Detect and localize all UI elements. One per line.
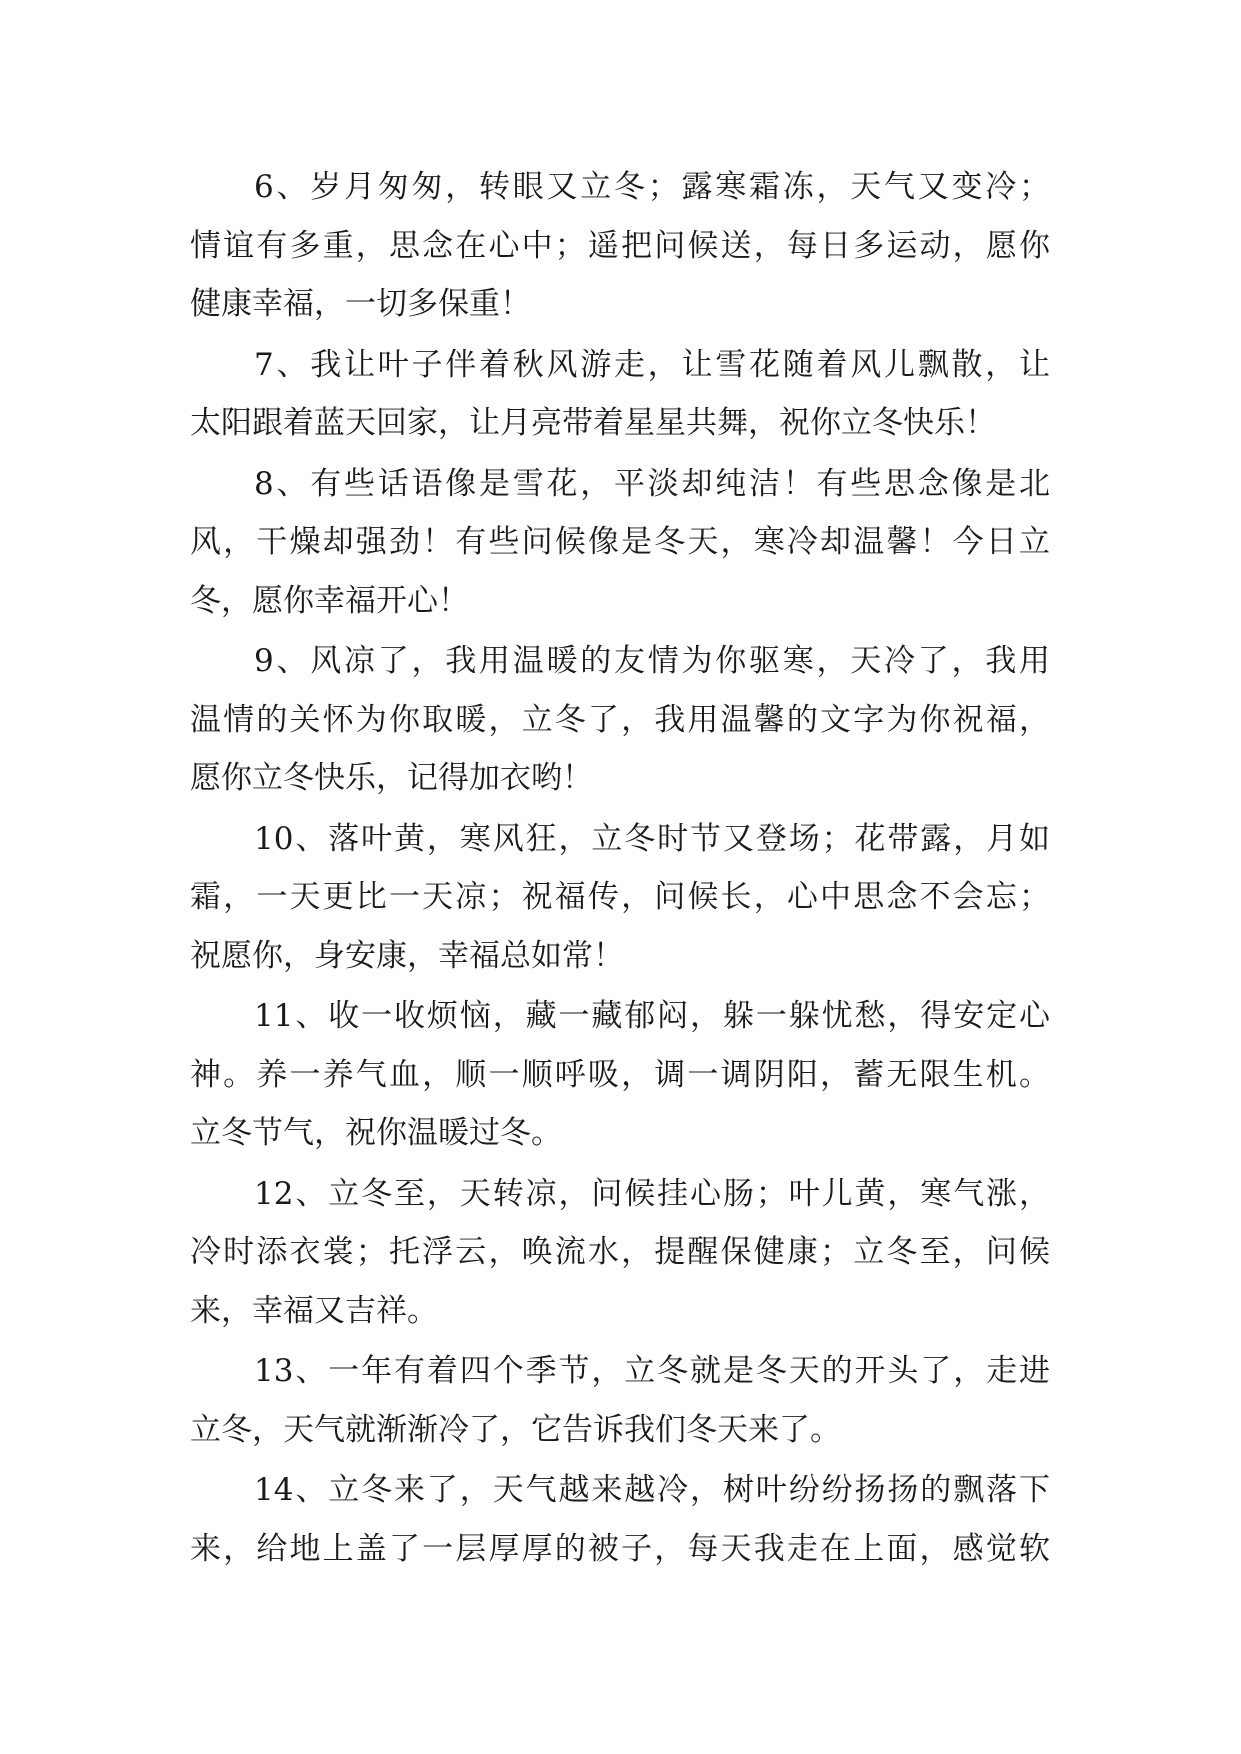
text-line: 12、立冬至，天转凉，问候挂心肠；叶儿黄，寒气涨， xyxy=(254,1175,1050,1212)
text-line: 情谊有多重，思念在心中；遥把问候送，每日多运动，愿你 xyxy=(190,227,1050,264)
text-line: 愿你立冬快乐，记得加衣哟！ xyxy=(190,760,593,796)
paragraph-13 xyxy=(190,1342,1050,1459)
text-line: 立冬，天气就渐渐冷了，它告诉我们冬天来了。 xyxy=(190,1411,841,1448)
paragraph-12 xyxy=(190,1165,1050,1341)
text-line: 霜，一天更比一天凉；祝福传，问候长，心中思念不会忘； xyxy=(190,879,1050,915)
text-line: 风，干燥却强劲！有些问候像是冬天，寒冷却温馨！今日立 xyxy=(190,524,1050,560)
text-line: 祝愿你，身安康，幸福总如常！ xyxy=(190,937,624,974)
text-line: 冷时添衣裳；托浮云，唤流水，提醒保健康；立冬至，问候 xyxy=(190,1234,1050,1270)
paragraph-9 xyxy=(190,632,1050,808)
text-line: 8、有些话语像是雪花，平淡却纯洁！有些思念像是北 xyxy=(254,465,1050,502)
text-line: 神。养一养气血，顺一顺呼吸，调一调阴阳，蓄无限生机。 xyxy=(190,1056,1050,1093)
paragraph-14 xyxy=(190,1461,1050,1578)
text-line: 13、一年有着四个季节，立冬就是冬天的开头了，走进 xyxy=(254,1353,1050,1389)
text-line: 7、我让叶子伴着秋风游走，让雪花随着风儿飘散，让 xyxy=(254,346,1050,383)
text-line: 温情的关怀为你取暖，立冬了，我用温馨的文字为你祝福， xyxy=(190,701,1050,738)
paragraph-10 xyxy=(190,810,1050,986)
text-line: 健康幸福，一切多保重！ xyxy=(190,286,531,322)
text-line: 11、收一收烦恼，藏一藏郁闷，躲一躲忧愁，得安定心 xyxy=(254,998,1050,1034)
text-line: 太阳跟着蓝天回家，让月亮带着星星共舞，祝你立冬快乐！ xyxy=(190,405,996,441)
text-line: 立冬节气，祝你温暖过冬。 xyxy=(190,1115,562,1151)
text-line: 冬，愿你幸福开心！ xyxy=(190,582,469,619)
paragraph-8 xyxy=(190,455,1050,631)
text-line: 14、立冬来了，天气越来越冷，树叶纷纷扬扬的飘落下 xyxy=(254,1472,1050,1508)
paragraph-7 xyxy=(190,336,1050,453)
paragraph-6 xyxy=(190,158,1050,334)
text-line: 6、岁月匆匆，转眼又立冬；露寒霜冻，天气又变冷； xyxy=(254,169,1050,205)
paragraph-11 xyxy=(190,987,1050,1163)
text-line: 9、风凉了，我用温暖的友情为你驱寒，天冷了，我用 xyxy=(254,643,1050,679)
text-line: 来，幸福又吉祥。 xyxy=(190,1292,438,1329)
document-body xyxy=(190,158,1050,1580)
text-line: 来，给地上盖了一层厚厚的被子，每天我走在上面，感觉软 xyxy=(190,1530,1050,1567)
text-line: 10、落叶黄，寒风狂，立冬时节又登场；花带露，月如 xyxy=(254,820,1050,857)
